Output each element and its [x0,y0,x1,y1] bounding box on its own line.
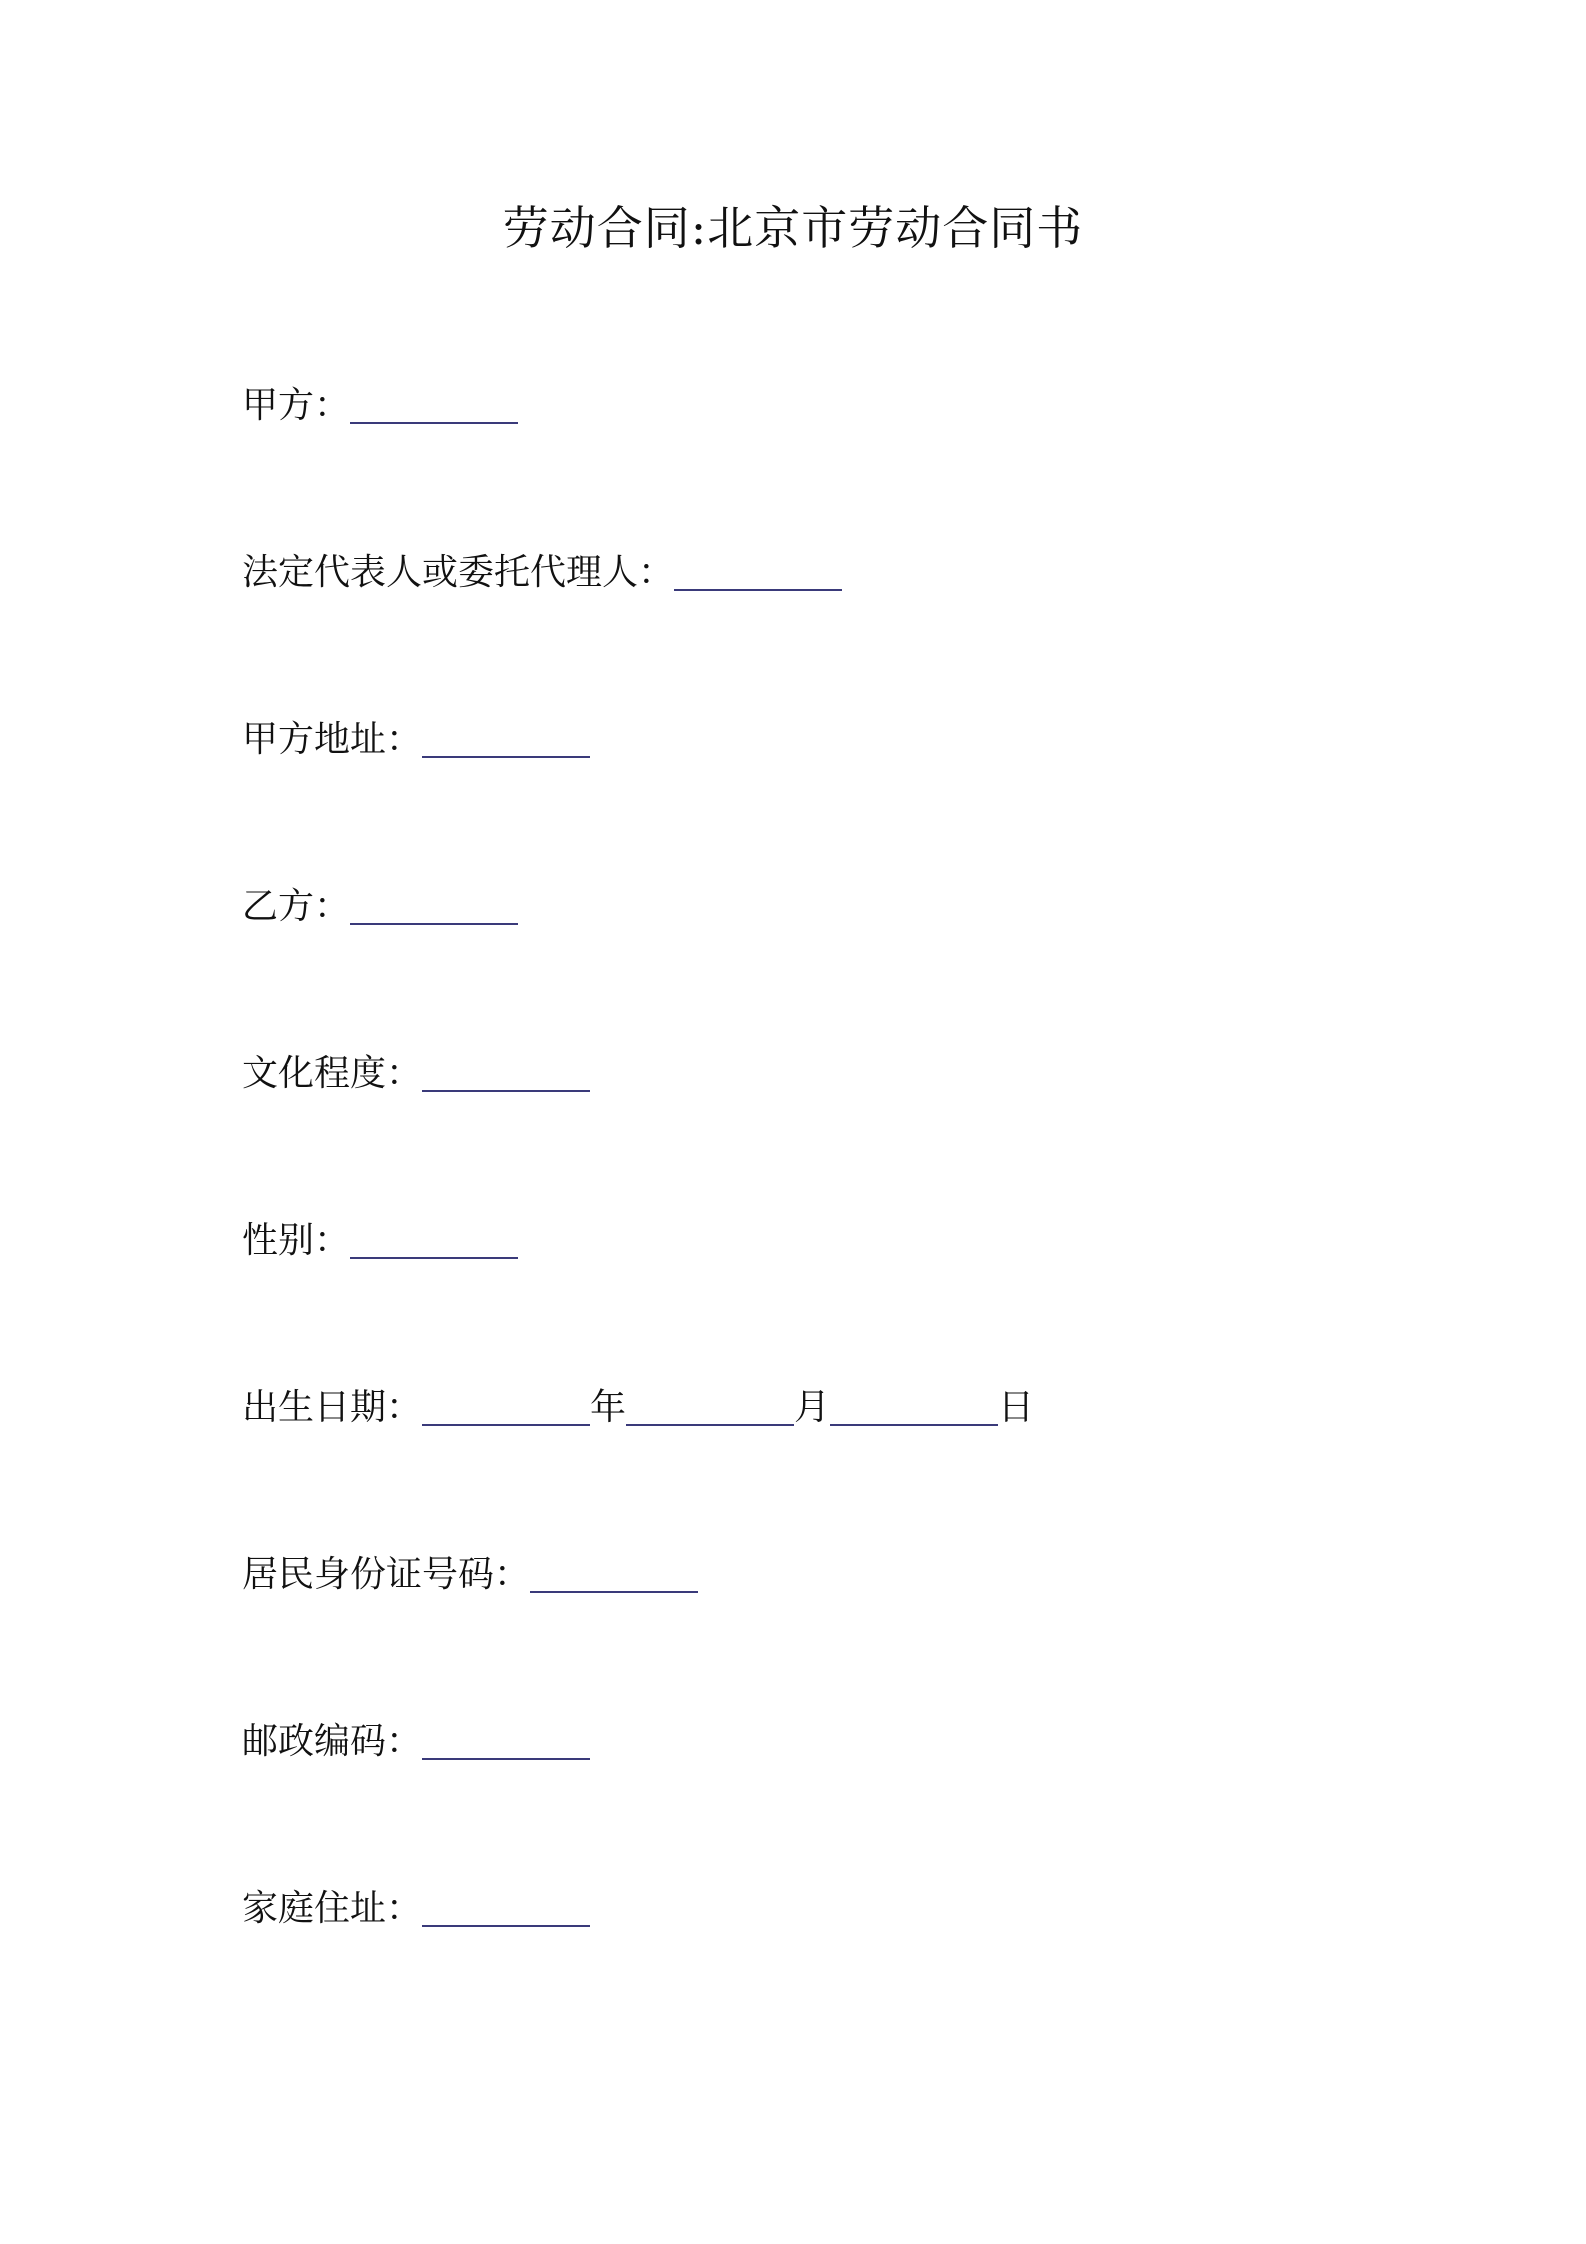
field-label: 乙方： [242,886,351,927]
field-birth-date [242,1380,1034,1430]
legal-representative-blank[interactable] [674,549,842,591]
document-title: 劳动合同:北京市劳动合同书 [502,201,1084,255]
postal-code-blank[interactable] [422,1718,590,1760]
field-education [242,1046,590,1096]
field-label: 邮政编码： [242,1721,423,1762]
field-party-a-address [242,712,590,762]
field-gender [242,1213,518,1263]
birth-day-blank[interactable] [830,1384,998,1426]
field-home-address [242,1881,590,1931]
field-postal-code [242,1714,590,1764]
field-label: 家庭住址： [242,1888,423,1929]
education-blank[interactable] [422,1050,590,1092]
id-number-blank[interactable] [530,1551,698,1593]
party-a-blank[interactable] [350,382,518,424]
field-label: 性别： [242,1220,351,1261]
field-label: 文化程度： [242,1053,423,1094]
party-a-address-blank[interactable] [422,716,590,758]
field-label: 甲方： [242,385,351,426]
year-unit: 年 [590,1387,627,1428]
birth-month-blank[interactable] [626,1384,794,1426]
field-party-b [242,879,518,929]
party-b-blank[interactable] [350,883,518,925]
home-address-blank[interactable] [422,1885,590,1927]
field-id-number [242,1547,698,1597]
field-legal-representative [242,545,842,595]
field-label: 甲方地址： [242,719,423,760]
field-label: 出生日期： [242,1387,423,1428]
field-label: 居民身份证号码： [242,1554,531,1595]
birth-year-blank[interactable] [422,1384,590,1426]
month-unit: 月 [794,1387,831,1428]
field-party-a [242,378,518,428]
gender-blank[interactable] [350,1217,518,1259]
field-label: 法定代表人或委托代理人： [242,552,675,593]
day-unit: 日 [998,1387,1035,1428]
